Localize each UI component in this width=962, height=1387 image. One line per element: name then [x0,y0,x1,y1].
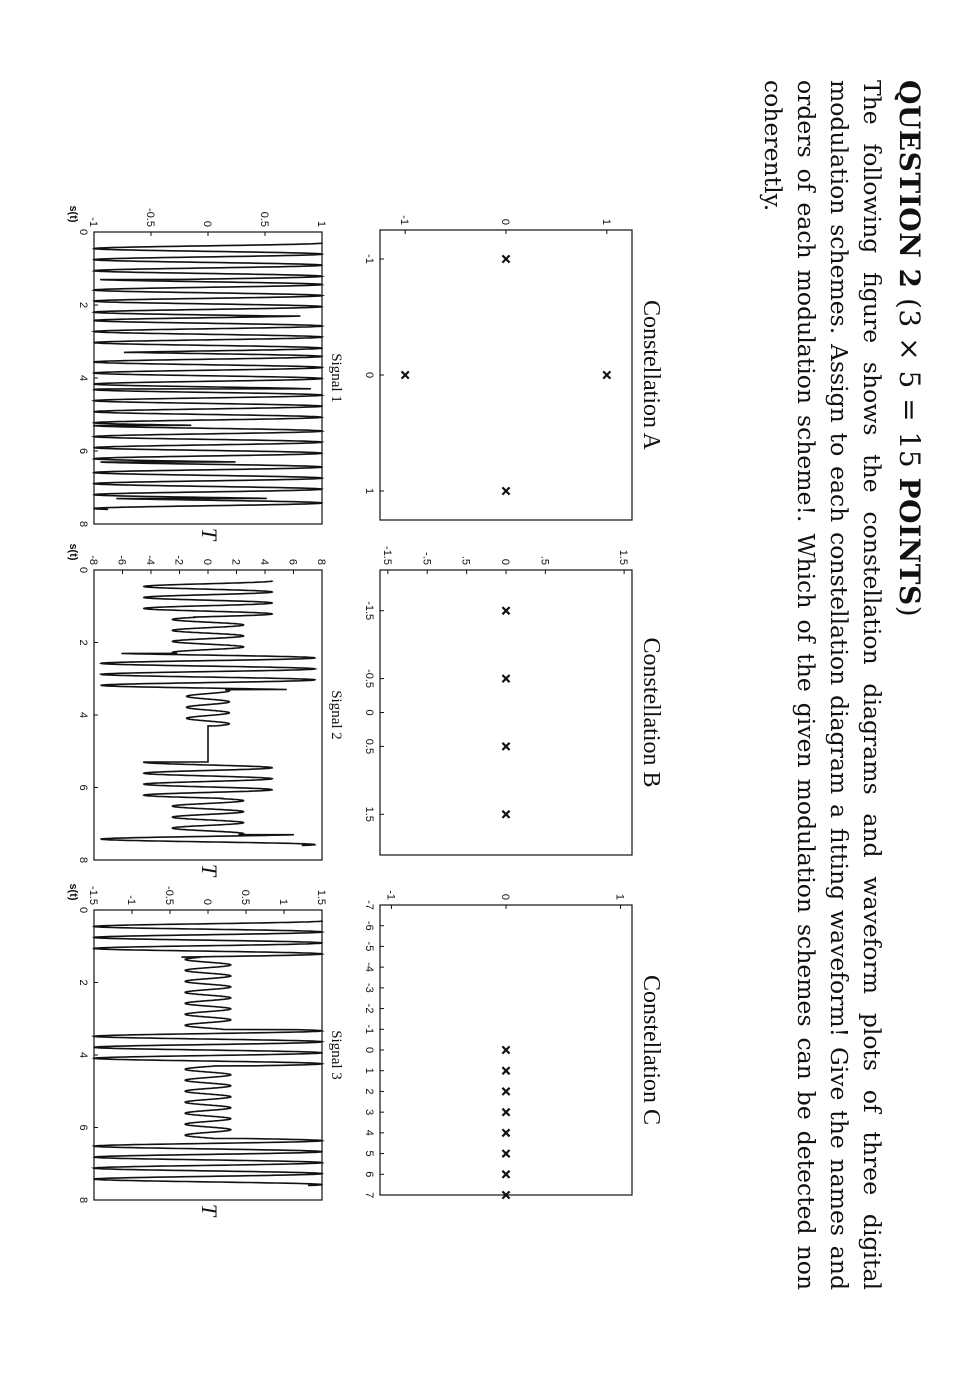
constellation-point [502,255,509,262]
x-tick-label: -2 [363,1003,375,1014]
x-tick-label: 0 [363,1046,375,1054]
x-tick-label: 1 [363,487,375,495]
y-tick-label: 0 [499,218,511,225]
x-tick-label: -3 [363,982,375,993]
x-tick-label: -1.5 [363,601,375,621]
constellation-point [502,811,509,818]
x-tick-label: 4 [77,374,89,382]
y-tick-label: .5 [459,555,472,565]
x-tick-label: -1 [363,1024,375,1035]
x-tick-label: -0.5 [363,669,375,689]
constellation-frame [380,230,632,520]
x-tick-label: 4 [363,1129,375,1136]
constellation-point [502,1129,509,1136]
y-tick-label: 1 [599,218,612,225]
x-tick-label: 6 [77,1124,89,1131]
x-tick-label: -7 [363,900,375,910]
x-tick-label: 1 [363,1067,375,1074]
signal-xlabel: T [197,1203,222,1217]
x-tick-label: 3 [363,1109,375,1116]
question-title: QUESTION 2 (3 × 5 = 15 POINTS) [893,80,926,618]
signal-ylabel: s(t) [67,205,79,223]
y-tick-label: -1.5 [87,886,99,905]
signal-title: Signal 3 [328,1030,344,1080]
x-tick-label: -5 [363,941,375,952]
y-tick-label: -6 [115,555,128,565]
constellation-title: Constellation A [638,300,664,450]
y-tick-label: -0.5 [163,886,175,905]
y-tick-label: -1 [384,890,397,900]
y-tick-label: .5 [538,555,551,565]
x-tick-label: -6 [363,920,375,931]
constellation-point [402,371,409,378]
y-tick-label: 0 [499,558,511,565]
constellation-point [502,1046,509,1053]
constellation-point [502,607,509,614]
y-tick-label: -1 [398,215,411,225]
x-tick-label: 5 [363,1150,375,1157]
x-tick-label: 7 [363,1191,375,1199]
constellation-point [502,1109,509,1116]
x-tick-label: 2 [363,1088,375,1095]
y-tick-label: -0.5 [144,208,156,227]
y-tick-label: -1 [125,895,137,905]
y-tick-label: -1 [87,217,99,227]
y-tick-label: 0.5 [258,211,270,227]
y-tick-label: 0.5 [239,889,251,905]
constellation-point [502,1171,509,1178]
x-tick-label: 0 [77,906,89,914]
y-tick-label: 6 [286,558,299,565]
constellation-point [603,371,610,378]
y-tick-label: 1 [315,220,327,227]
signal-xlabel: T [197,527,222,541]
constellation-frame [380,570,632,855]
constellation-title: Constellation B [638,637,664,788]
signal-waveform [101,581,315,846]
x-tick-label: 8 [77,856,89,864]
x-tick-label: 1.5 [363,806,375,822]
y-tick-label: -8 [87,555,99,565]
x-tick-label: 0 [77,566,89,574]
y-tick-label: 1.5 [315,889,327,905]
y-tick-label: 1 [613,893,626,900]
x-tick-label: 0 [77,228,89,236]
y-tick-label: 0 [201,220,213,227]
constellation-point [502,487,509,494]
x-tick-label: 8 [77,1196,89,1204]
y-tick-label: 0 [201,558,213,565]
signal-xlabel: T [197,863,222,877]
x-tick-label: 0 [363,709,375,716]
y-tick-label: 1 [277,898,289,905]
signal-title: Signal 1 [328,353,344,403]
constellation-point [502,1067,509,1074]
x-tick-label: 2 [77,639,89,646]
y-tick-label: -.5 [420,552,433,565]
x-tick-label: 0.5 [363,738,375,755]
signal-waveform [94,921,322,1186]
constellation-title: Constellation C [638,975,664,1125]
y-tick-label: -1.5 [380,546,393,565]
x-tick-label: -1 [363,254,375,264]
x-tick-label: 6 [77,784,89,791]
y-tick-label: 4 [258,558,270,565]
x-tick-label: 6 [363,1171,375,1178]
y-tick-label: 2 [229,558,242,565]
y-tick-label: 1.5 [617,549,630,565]
x-tick-label: 4 [77,1051,89,1059]
x-tick-label: 0 [363,371,375,379]
y-tick-label: 8 [315,558,327,565]
question-body: The following figure shows the constellation diagrams and waveform plots of three digital modulation schemes. Assign to each constellation diagram a fitting waveform! Give the names and orders of each modulation scheme!. Which of the given modulation schemes can be detected non coherently. [759,80,886,1290]
x-tick-label: -4 [363,962,375,973]
constellation-point [502,743,509,750]
x-tick-label: 6 [77,447,89,455]
constellation-point [502,1088,509,1095]
x-tick-label: 8 [77,520,89,528]
signal-title: Signal 2 [328,690,344,740]
constellation-point [502,675,509,682]
x-tick-label: 4 [77,711,89,719]
x-tick-label: 2 [77,979,89,986]
x-tick-label: 2 [77,301,89,309]
signal-ylabel: s(t) [67,883,79,901]
constellation-point [502,1150,509,1157]
y-tick-label: 0 [201,898,213,905]
y-tick-label: -2 [172,555,185,565]
signal-waveform [94,243,322,510]
y-tick-label: 0 [499,893,511,900]
y-tick-label: -4 [144,555,156,565]
signal-ylabel: s(t) [67,543,79,561]
